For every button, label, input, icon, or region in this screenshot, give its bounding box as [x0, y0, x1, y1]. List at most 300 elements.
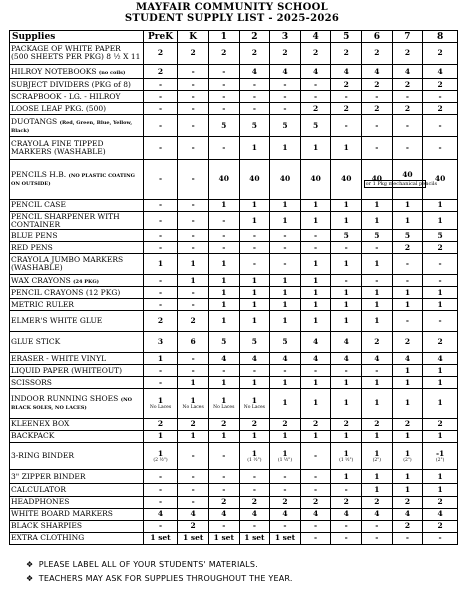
quantity-cell: [208, 430, 239, 442]
quantity-value: 1: [282, 287, 288, 297]
quantity-cell: [423, 484, 458, 496]
quantity-cell: [392, 389, 423, 419]
quantity-value: 1 set: [244, 533, 265, 543]
quantity-cell: [331, 103, 362, 115]
quantity-cell: [178, 365, 209, 377]
quantity-cell: [392, 508, 423, 520]
table-row: [10, 287, 458, 299]
quantity-value: -: [191, 230, 195, 240]
quantity-value: 1: [282, 299, 288, 309]
quantity-value: 4: [343, 509, 349, 519]
quantity-value: 2: [312, 103, 319, 113]
table-row: [10, 332, 458, 353]
quantity-value: 4: [343, 353, 349, 363]
quantity-cell: [178, 115, 209, 137]
quantity-value: 2: [221, 497, 227, 507]
quantity-cell: [300, 137, 331, 160]
quantity-value: -: [158, 497, 163, 507]
supply-item-label-line2: MARKERS (WASHABLE): [11, 147, 106, 157]
quantity-value: -: [222, 143, 226, 153]
quantity-value: -: [252, 259, 256, 269]
quantity-value: -: [283, 242, 287, 252]
quantity-value: -: [344, 120, 348, 130]
quantity-value: 5: [282, 337, 288, 347]
quantity-cell: [331, 137, 362, 160]
quantity-value: 1: [374, 299, 380, 309]
column-header: Supplies: [10, 31, 144, 43]
quantity-cell: [208, 115, 239, 137]
quantity-cell: [178, 353, 209, 365]
quantity-cell: [143, 275, 178, 287]
supply-item-label: PACKAGE OF WHITE PAPER: [11, 44, 121, 54]
quantity-value: 5: [251, 120, 257, 130]
quantity-cell: [143, 242, 178, 254]
quantity-cell: [178, 275, 209, 287]
supply-item-label: BACKPACK: [11, 431, 55, 441]
quantity-value: 2: [251, 48, 257, 58]
quantity-cell: [239, 43, 270, 65]
quantity-cell: [423, 43, 458, 65]
quantity-value: -: [191, 451, 195, 461]
quantity-value: -: [344, 484, 348, 494]
supply-item-cell: [10, 365, 144, 377]
quantity-cell: [143, 137, 178, 160]
quantity-cell: [392, 103, 423, 115]
quantity-value: 2: [312, 497, 319, 507]
quantity-value: -: [158, 200, 163, 210]
quantity-cell: [178, 520, 209, 532]
quantity-cell: [143, 484, 178, 496]
column-header: PreK: [143, 31, 178, 43]
quantity-value: 5: [404, 230, 411, 240]
quantity-value: 2: [282, 419, 288, 429]
quantity-cell: [239, 275, 270, 287]
quantity-value: 1: [157, 353, 164, 363]
quantity-value: 2: [404, 419, 411, 429]
quantity-value: 1: [190, 377, 196, 387]
quantity-value: -: [222, 521, 226, 531]
quantity-cell: [178, 103, 209, 115]
quantity-value: -: [252, 484, 256, 494]
quantity-cell: [392, 532, 423, 544]
quantity-value: 4: [374, 509, 380, 519]
quantity-value: -: [252, 230, 256, 240]
supply-item-cell: [10, 287, 144, 299]
quantity-cell: [270, 442, 301, 469]
supply-item-label-line2: CONTAINER: [11, 219, 61, 229]
quantity-cell: [208, 484, 239, 496]
quantity-value: 2: [437, 103, 443, 113]
quantity-cell: [178, 332, 209, 353]
quantity-value: 1: [343, 200, 349, 210]
quantity-value: 1: [404, 287, 411, 297]
quantity-cell: [143, 79, 178, 91]
supply-item-label: SCRAPBOOK - LG. - HILROY: [11, 91, 121, 101]
quantity-cell: [331, 287, 362, 299]
quantity-cell: [331, 353, 362, 365]
quantity-cell: [143, 353, 178, 365]
quantity-cell: [362, 520, 393, 532]
supply-item-label: RED PENS: [11, 242, 53, 252]
quantity-value: 4: [251, 353, 257, 363]
quantity-cell: [362, 103, 393, 115]
quantity-value: -: [375, 242, 379, 252]
quantity-value: -: [283, 259, 287, 269]
supply-item-cell: [10, 211, 144, 230]
quantity-cell: [270, 103, 301, 115]
quantity-cell: [143, 91, 178, 103]
quantity-cell: [392, 442, 423, 469]
supply-item-label-line2: (WASHABLE): [11, 263, 63, 273]
table-row: [10, 484, 458, 496]
quantity-cell: [423, 470, 458, 484]
supply-item-label: WAX CRAYONS: [11, 275, 71, 285]
quantity-value: -: [191, 299, 195, 309]
quantity-cell: [239, 470, 270, 484]
quantity-value: 4: [282, 66, 288, 76]
quantity-cell: [208, 242, 239, 254]
column-header: 8: [423, 31, 458, 43]
quantity-cell: [239, 496, 270, 508]
quantity-value: -: [438, 259, 442, 269]
quantity-value: 1: [374, 377, 380, 387]
quantity-detail: (1 ½"): [339, 457, 354, 463]
supply-item-label: PENCIL CASE: [11, 200, 66, 210]
quantity-cell: [331, 199, 362, 211]
diamond-bullet-icon: ❖: [26, 574, 34, 583]
quantity-value: 1: [312, 275, 319, 285]
quantity-cell: [270, 287, 301, 299]
quantity-value: 40: [371, 174, 383, 184]
quantity-cell: [208, 287, 239, 299]
quantity-cell: [208, 79, 239, 91]
quantity-value: -1: [435, 448, 445, 458]
quantity-cell: [362, 79, 393, 91]
quantity-value: -: [314, 365, 318, 375]
column-header: 7: [392, 31, 423, 43]
quantity-cell: [300, 230, 331, 242]
quantity-value: -: [344, 91, 348, 101]
quantity-value: -: [158, 521, 163, 531]
quantity-value: -: [375, 91, 379, 101]
quantity-cell: [423, 430, 458, 442]
supply-item-cell: [10, 115, 144, 137]
quantity-value: -: [283, 484, 287, 494]
quantity-value: 1: [343, 215, 349, 225]
quantity-cell: [239, 365, 270, 377]
quantity-cell: [178, 254, 209, 275]
supply-item-label: 3" ZIPPER BINDER: [11, 471, 86, 481]
quantity-value: 1: [404, 448, 411, 458]
quantity-value: 2: [404, 497, 411, 507]
quantity-value: -: [222, 451, 226, 461]
quantity-value: 1: [437, 287, 443, 297]
quantity-value: -: [283, 79, 287, 89]
quantity-value: 1: [312, 299, 319, 309]
quantity-value: 4: [221, 509, 227, 519]
quantity-cell: [208, 442, 239, 469]
quantity-value: 5: [374, 230, 380, 240]
quantity-cell: [392, 115, 423, 137]
quantity-cell: [239, 353, 270, 365]
quantity-cell: [208, 332, 239, 353]
quantity-cell: [270, 299, 301, 311]
quantity-value: 1: [312, 316, 319, 326]
quantity-cell: [300, 115, 331, 137]
quantity-value: 2: [157, 419, 164, 429]
quantity-value: -: [344, 533, 348, 543]
supply-item-label: SUBJECT DIVIDERS (PKG of 8): [11, 79, 131, 89]
quantity-cell: [208, 103, 239, 115]
quantity-value: -: [191, 91, 195, 101]
quantity-cell: [392, 353, 423, 365]
supply-item-label: PENCIL CRAYONS (12 PKG): [11, 287, 121, 297]
quantity-value: -: [222, 365, 226, 375]
quantity-cell: [423, 160, 458, 199]
quantity-cell: [300, 430, 331, 442]
footer-note-teachers: [26, 574, 293, 584]
quantity-value: 1: [404, 484, 411, 494]
quantity-value: 2: [404, 48, 411, 58]
quantity-value: 2: [404, 337, 411, 347]
quantity-value: 2: [404, 103, 411, 113]
quantity-value: -: [375, 533, 379, 543]
quantity-cell: [208, 365, 239, 377]
quantity-cell: [300, 332, 331, 353]
quantity-cell: [423, 103, 458, 115]
quantity-cell: [362, 242, 393, 254]
quantity-value: 2: [437, 419, 443, 429]
quantity-value: 1: [343, 377, 349, 387]
quantity-value: 40: [434, 174, 446, 184]
quantity-cell: [208, 508, 239, 520]
quantity-cell: [423, 520, 458, 532]
quantity-cell: [331, 79, 362, 91]
quantity-cell: [423, 254, 458, 275]
quantity-value: 40: [279, 174, 291, 184]
quantity-cell: [392, 484, 423, 496]
quantity-cell: [143, 389, 178, 419]
supply-item-detail: (NO BLACK SOLES, NO LACES): [11, 397, 132, 412]
quantity-cell: [239, 299, 270, 311]
quantity-cell: [362, 230, 393, 242]
quantity-cell: [143, 532, 178, 544]
quantity-cell: [143, 230, 178, 242]
quantity-cell: [300, 520, 331, 532]
quantity-cell: [208, 299, 239, 311]
quantity-cell: [423, 275, 458, 287]
table-row: [10, 470, 458, 484]
quantity-cell: [331, 430, 362, 442]
quantity-cell: [392, 520, 423, 532]
quantity-cell: [270, 532, 301, 544]
quantity-cell: [143, 103, 178, 115]
quantity-value: -: [283, 103, 287, 113]
table-row: [10, 508, 458, 520]
quantity-value: 1: [221, 275, 227, 285]
supply-item-detail: (24 PKG): [73, 278, 99, 285]
quantity-value: 1: [251, 377, 257, 387]
quantity-value: -: [252, 471, 256, 481]
quantity-value: -: [405, 533, 409, 543]
quantity-value: 1: [221, 395, 227, 405]
footer-note-label: [26, 560, 258, 570]
quantity-cell: [143, 299, 178, 311]
quantity-cell: [300, 254, 331, 275]
quantity-cell: [208, 91, 239, 103]
quantity-cell: [300, 199, 331, 211]
column-header: 5: [331, 31, 362, 43]
quantity-value: 1: [343, 398, 349, 408]
quantity-cell: [300, 532, 331, 544]
quantity-cell: [270, 199, 301, 211]
quantity-value: -: [191, 287, 195, 297]
quantity-value: -: [252, 103, 256, 113]
quantity-value: -: [252, 521, 256, 531]
quantity-cell: [362, 311, 393, 332]
quantity-value: 1: [282, 448, 288, 458]
quantity-value: -: [344, 275, 348, 285]
quantity-cell: [178, 242, 209, 254]
quantity-cell: [362, 64, 393, 78]
quantity-value: -: [222, 471, 226, 481]
quantity-cell: [392, 496, 423, 508]
quantity-cell: [208, 199, 239, 211]
supply-item-cell: [10, 299, 144, 311]
quantity-value: -: [222, 66, 226, 76]
quantity-cell: [362, 211, 393, 230]
table-row: [10, 64, 458, 78]
quantity-cell: [362, 91, 393, 103]
quantity-value: 1: [157, 448, 164, 458]
supply-item-cell: [10, 484, 144, 496]
quantity-value: 1: [157, 259, 164, 269]
quantity-value: -: [191, 353, 195, 363]
quantity-cell: [208, 211, 239, 230]
quantity-cell: [239, 230, 270, 242]
quantity-value: -: [222, 230, 226, 240]
quantity-cell: [300, 484, 331, 496]
quantity-value: -: [158, 79, 163, 89]
quantity-value: 2: [437, 337, 443, 347]
quantity-value: 2: [374, 103, 380, 113]
quantity-value: 4: [343, 337, 349, 347]
quantity-value: 2: [221, 48, 227, 58]
quantity-value: 1: [404, 377, 411, 387]
quantity-value: 40: [249, 174, 260, 184]
quantity-cell: [208, 43, 239, 65]
quantity-cell: [362, 377, 393, 389]
quantity-value: 2: [437, 48, 443, 58]
quantity-value: 4: [312, 509, 319, 519]
quantity-cell: [143, 430, 178, 442]
table-row: [10, 365, 458, 377]
supply-item-label: ELMER'S WHITE GLUE: [11, 316, 103, 326]
quantity-cell: [300, 64, 331, 78]
quantity-detail: No Laces: [213, 404, 235, 410]
quantity-value: -: [438, 533, 442, 543]
quantity-value: 1: [404, 299, 411, 309]
supply-item-label: BLACK SHARPIES: [11, 521, 82, 531]
quantity-cell: [392, 254, 423, 275]
supply-item-label: DUOTANGS: [11, 116, 58, 126]
table-row: [10, 137, 458, 160]
quantity-value: -: [375, 143, 379, 153]
supply-item-label: METRIC RULER: [11, 299, 74, 309]
quantity-cell: [270, 91, 301, 103]
quantity-value: -: [252, 365, 256, 375]
quantity-cell: [300, 442, 331, 469]
quantity-cell: [331, 64, 362, 78]
quantity-value: 4: [437, 353, 443, 363]
quantity-cell: [178, 508, 209, 520]
quantity-value: 1: [190, 275, 196, 285]
supply-item-cell: [10, 79, 144, 91]
quantity-value: 2: [251, 419, 257, 429]
quantity-cell: [423, 365, 458, 377]
quantity-value: 4: [312, 66, 319, 76]
quantity-cell: [300, 211, 331, 230]
quantity-value: -: [283, 91, 287, 101]
quantity-value: 2: [343, 48, 349, 58]
quantity-cell: [300, 242, 331, 254]
quantity-cell: [143, 311, 178, 332]
supply-item-label: CRAYOLA JUMBO MARKERS: [11, 255, 124, 265]
quantity-value: 1: [343, 299, 349, 309]
table-row: [10, 91, 458, 103]
quantity-value: 1: [374, 471, 380, 481]
quantity-value: -: [158, 120, 163, 130]
quantity-value: 1: [374, 431, 380, 441]
supply-item-cell: [10, 470, 144, 484]
quantity-cell: [331, 242, 362, 254]
quantity-cell: [208, 275, 239, 287]
quantity-cell: [300, 275, 331, 287]
quantity-cell: [239, 137, 270, 160]
supply-item-label-line2: (500 SHEETS PER PKG) 8 ½ X 11: [11, 52, 141, 62]
quantity-value: -: [222, 79, 226, 89]
quantity-cell: [362, 508, 393, 520]
supply-item-cell: [10, 103, 144, 115]
quantity-cell: [423, 64, 458, 78]
quantity-value: -: [314, 471, 318, 481]
quantity-value: 1: [374, 398, 380, 408]
column-header: 4: [300, 31, 331, 43]
quantity-detail: No Laces: [243, 404, 265, 410]
quantity-cell: [178, 137, 209, 160]
quantity-cell: [143, 64, 178, 78]
quantity-cell: [423, 211, 458, 230]
quantity-value: 1: [312, 200, 319, 210]
supply-item-label: EXTRA CLOTHING: [11, 533, 85, 543]
quantity-value: 5: [312, 120, 319, 130]
quantity-value: 2: [190, 48, 196, 58]
quantity-cell: [208, 311, 239, 332]
quantity-cell: [331, 470, 362, 484]
quantity-cell: [239, 484, 270, 496]
table-row: [10, 496, 458, 508]
quantity-cell: [331, 508, 362, 520]
quantity-value: 1: [251, 448, 257, 458]
supply-item-cell: [10, 137, 144, 160]
supply-item-detail: (NO PLASTIC COATING ON OUTSIDE): [11, 173, 135, 188]
quantity-value: 4: [437, 66, 443, 76]
quantity-cell: [331, 532, 362, 544]
quantity-value: -: [158, 242, 163, 252]
quantity-value: -: [191, 242, 195, 252]
quantity-cell: [300, 160, 331, 199]
quantity-value: -: [158, 471, 163, 481]
